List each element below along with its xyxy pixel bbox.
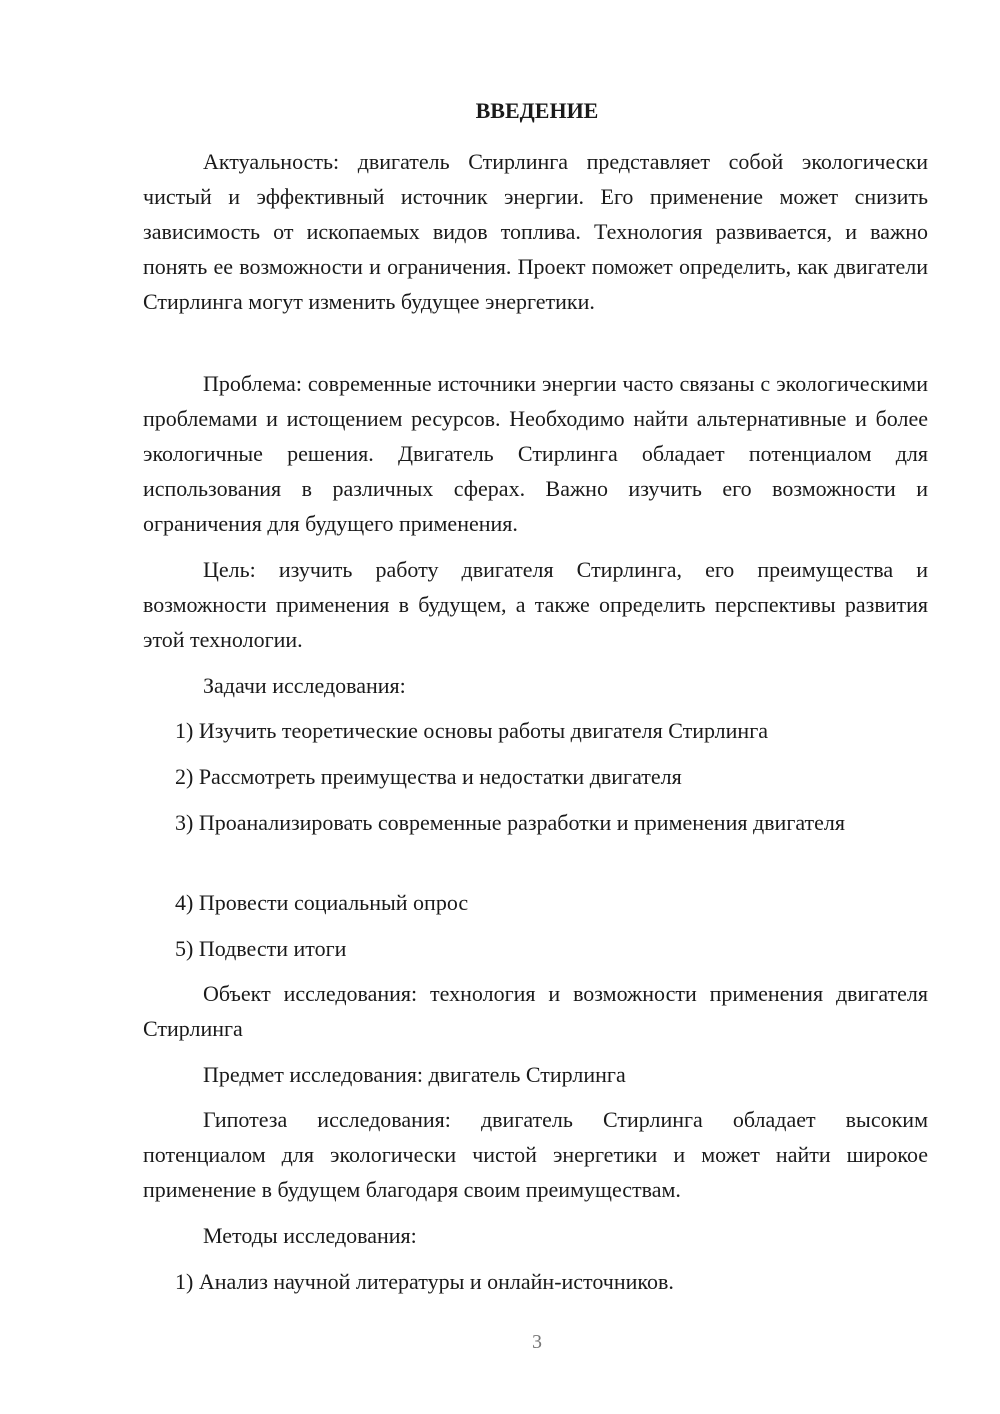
tasks-title: Задачи исследования: [203,673,406,698]
paragraph-goal: Цель: изучить работу двигателя Стирлинга, его преимущества и возможности применения в будущем, а также определить перспективы развития этой технологии. [143,557,928,652]
task-item-4: 4) Провести социальный опрос [175,890,469,915]
task-item-3: 3) Проанализировать современные разработки и применения двигателя [175,810,846,835]
task-item-2: 2) Рассмотреть преимущества и недостатки двигателя [175,764,682,789]
page-number: 3 [532,1331,542,1353]
method-item-1: 1) Анализ научной литературы и онлайн-источников. [175,1269,674,1294]
paragraph-subject: Предмет исследования: двигатель Стирлинга [203,1062,626,1087]
paragraph-relevance: Актуальность: двигатель Стирлинга представляет собой экологически чистый и эффективный источник энергии. Его применение может снизить зависимость от ископаемых видов топлива. Технология развивается, и важно понять ее возможности и ограничения. Проект поможет определить, как двигатели Стирлинга могут изменить будущее энергетики. [143,149,928,314]
paragraph-hypothesis: Гипотеза исследования: двигатель Стирлинга обладает высоким потенциалом для экологически чистой энергетики и может найти широкое применение в будущем благодаря своим преимуществам. [143,1107,928,1202]
paragraph-object: Объект исследования: технология и возможности применения двигателя Стирлинга [143,981,928,1041]
methods-title: Методы исследования: [203,1223,417,1248]
section-heading: ВВЕДЕНИЕ [475,98,599,123]
paragraph-problem: Проблема: современные источники энергии часто связаны с экологическими проблемами и истощением ресурсов. Необходимо найти альтернативные и более экологичные решения. Двигатель Стирлинга обладает потенциалом для использования в различных сферах. Важно изучить его возможности и ограничения для будущего применения. [143,371,928,536]
task-item-1: 1) Изучить теоретические основы работы двигателя Стирлинга [175,718,768,743]
task-item-5: 5) Подвести итоги [175,936,347,961]
